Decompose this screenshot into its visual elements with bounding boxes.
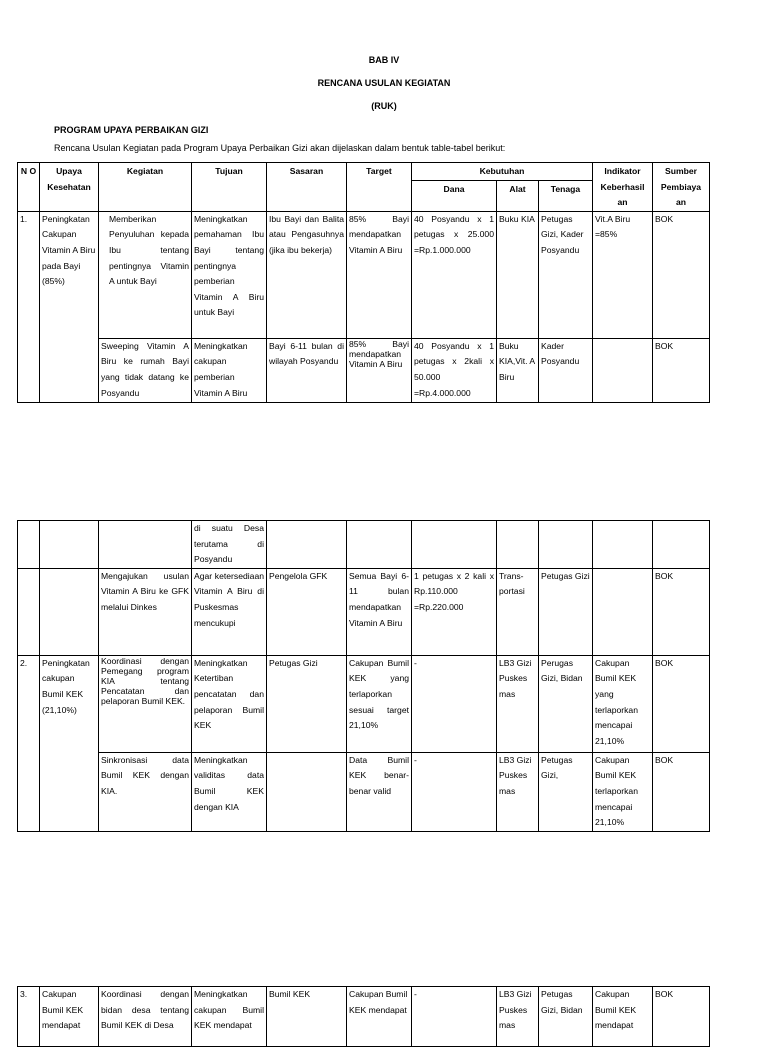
header-kegiatan: Kegiatan xyxy=(99,163,192,212)
cell-alat: LB3 Gizi Puskes mas xyxy=(497,655,539,752)
cell-kegiatan: Sweeping Vitamin A Biru ke rumah Bayi yang tidak datang ke Posyandu xyxy=(99,338,192,402)
header-alat: Alat xyxy=(497,181,539,212)
table-row xyxy=(18,211,710,338)
cell-alat: LB3 Gizi Puskes mas xyxy=(497,752,539,831)
cell-dana: - xyxy=(412,987,497,1047)
chapter-title: BAB IV xyxy=(368,55,400,65)
cell-alat: Trans- portasi xyxy=(497,568,539,655)
header-sasaran: Sasaran xyxy=(267,163,347,212)
cell-tujuan: Meningkatkan Ketertiban pencatatan dan pelaporan Bumil KEK xyxy=(192,655,267,752)
cell-indikator xyxy=(593,338,653,402)
section-heading: PROGRAM UPAYA PERBAIKAN GIZI xyxy=(54,125,209,135)
cell-kegiatan: Memberikan Penyuluhan kepada Ibu tentang pentingnya Vitamin A untuk Bayi xyxy=(99,211,192,338)
header-no: N O xyxy=(18,163,40,212)
header-upaya: Upaya Kesehatan xyxy=(40,163,99,212)
cell-tenaga: Perugas Gizi, Bidan xyxy=(539,655,593,752)
cell-kegiatan: Sinkronisasi data Bumil KEK dengan KIA. xyxy=(99,752,192,831)
cell-dana xyxy=(412,521,497,569)
cell-alat: Buku KIA xyxy=(497,211,539,338)
header-sumber: Sumber Pembiaya an xyxy=(653,163,710,212)
cell-alat xyxy=(497,521,539,569)
cell-no xyxy=(18,568,40,655)
ruk-table-part-3 xyxy=(17,986,710,1047)
ruk-table-part-2 xyxy=(17,520,710,832)
cell-dana: - xyxy=(412,655,497,752)
intro-paragraph: Rencana Usulan Kegiatan pada Program Upaya Perbaikan Gizi akan dijelaskan dalam bentuk table-tabel berikut: xyxy=(54,143,506,153)
cell-sumber: BOK xyxy=(653,752,710,831)
cell-indikator: Cakupan Bumil KEK mendapat xyxy=(593,987,653,1047)
cell-kegiatan: Koordinasi dengan bidan desa tentang Bumil KEK di Desa xyxy=(99,987,192,1047)
document-abbreviation: (RUK) xyxy=(371,101,397,111)
cell-kegiatan xyxy=(99,521,192,569)
cell-upaya: Peningkatan cakupan Bumil KEK (21,10%) xyxy=(40,655,99,831)
cell-target: Data Bumil KEK benar- benar valid xyxy=(347,752,412,831)
header-dana: Dana xyxy=(412,181,497,212)
table-row xyxy=(18,752,710,831)
cell-tenaga: Petugas Gizi xyxy=(539,568,593,655)
cell-sasaran xyxy=(267,521,347,569)
cell-no: 1. xyxy=(18,211,40,402)
header-kebutuhan: Kebutuhan xyxy=(412,163,593,181)
cell-sasaran: Ibu Bayi dan Balita atau Pengasuhnya (jika ibu bekerja) xyxy=(267,211,347,338)
cell-target: Semua Bayi 6-11 bulan mendapatkan Vitamin A Biru xyxy=(347,568,412,655)
cell-tujuan: Meningkatkan cakupan Bumil KEK mendapat xyxy=(192,987,267,1047)
cell-sasaran: Bayi 6-11 bulan di wilayah Posyandu xyxy=(267,338,347,402)
cell-sumber: BOK xyxy=(653,987,710,1047)
cell-kegiatan: Mengajukan usulan Vitamin A Biru ke GFK melalui Dinkes xyxy=(99,568,192,655)
cell-tenaga: Petugas Gizi, xyxy=(539,752,593,831)
cell-tenaga: Petugas Gizi, Kader Posyandu xyxy=(539,211,593,338)
cell-sasaran: Pengelola GFK xyxy=(267,568,347,655)
cell-alat: Buku KIA,Vit. A Biru xyxy=(497,338,539,402)
cell-indikator xyxy=(593,521,653,569)
cell-tenaga: Kader Posyandu xyxy=(539,338,593,402)
cell-dana: 40 Posyandu x 1 petugas x 2kali x 50.000 =Rp.4.000.000 xyxy=(412,338,497,402)
cell-upaya xyxy=(40,521,99,569)
cell-tujuan: Meningkatkan pemahaman Ibu Bayi tentang pentingnya pemberian Vitamin A Biru untuk Bayi xyxy=(192,211,267,338)
cell-upaya: Cakupan Bumil KEK mendapat xyxy=(40,987,99,1047)
table-header-row xyxy=(18,163,710,181)
cell-sumber: BOK xyxy=(653,568,710,655)
cell-target: 85% Bayi mendapatkan Vitamin A Biru xyxy=(347,338,412,402)
cell-upaya xyxy=(40,568,99,655)
cell-dana: 40 Posyandu x 1 petugas x 25.000 =Rp.1.000.000 xyxy=(412,211,497,338)
cell-target: 85% Bayi mendapatkan Vitamin A Biru xyxy=(347,211,412,338)
cell-sumber xyxy=(653,521,710,569)
cell-no: 3. xyxy=(18,987,40,1047)
table-row xyxy=(18,655,710,752)
cell-no: 2. xyxy=(18,655,40,831)
cell-upaya: Peningkatan Cakupan Vitamin A Biru pada Bayi (85%) xyxy=(40,211,99,402)
cell-sumber: BOK xyxy=(653,338,710,402)
cell-indikator: Vit.A Biru =85% xyxy=(593,211,653,338)
table-row xyxy=(18,568,710,655)
cell-indikator xyxy=(593,568,653,655)
cell-kegiatan: Koordinasi dengan Pemegang program KIA tentang Pencatatan dan pelaporan Bumil KEK. xyxy=(99,655,192,752)
header-indikator: Indikator Keberhasil an xyxy=(593,163,653,212)
cell-tujuan: di suatu Desa terutama di Posyandu xyxy=(192,521,267,569)
cell-sasaran: Petugas Gizi xyxy=(267,655,347,752)
cell-sumber: BOK xyxy=(653,211,710,338)
cell-no xyxy=(18,521,40,569)
cell-sumber: BOK xyxy=(653,655,710,752)
cell-sasaran: Bumil KEK xyxy=(267,987,347,1047)
cell-tujuan: Agar ketersediaan Vitamin A Biru di Puskesmas mencukupi xyxy=(192,568,267,655)
cell-tenaga: Petugas Gizi, Bidan xyxy=(539,987,593,1047)
cell-tenaga xyxy=(539,521,593,569)
cell-alat: LB3 Gizi Puskes mas xyxy=(497,987,539,1047)
cell-dana: 1 petugas x 2 kali x Rp.110.000 =Rp.220.000 xyxy=(412,568,497,655)
table-row xyxy=(18,338,710,402)
table-row xyxy=(18,521,710,569)
header-target: Target xyxy=(347,163,412,212)
document-title: RENCANA USULAN KEGIATAN xyxy=(317,78,451,88)
cell-sasaran xyxy=(267,752,347,831)
cell-tujuan: Meningkatkan cakupan pemberian Vitamin A Biru xyxy=(192,338,267,402)
table-row xyxy=(18,987,710,1047)
header-tenaga: Tenaga xyxy=(539,181,593,212)
ruk-table-part-1 xyxy=(17,162,710,403)
cell-target: Cakupan Bumil KEK yang terlaporkan sesuai target 21,10% xyxy=(347,655,412,752)
cell-tujuan: Meningkatkan validitas data Bumil KEK dengan KIA xyxy=(192,752,267,831)
cell-dana: - xyxy=(412,752,497,831)
cell-indikator: Cakupan Bumil KEK terlaporkan mencapai 21,10% xyxy=(593,752,653,831)
header-tujuan: Tujuan xyxy=(192,163,267,212)
cell-target: Cakupan Bumil KEK mendapat xyxy=(347,987,412,1047)
cell-target xyxy=(347,521,412,569)
cell-indikator: Cakupan Bumil KEK yang terlaporkan mencapai 21,10% xyxy=(593,655,653,752)
